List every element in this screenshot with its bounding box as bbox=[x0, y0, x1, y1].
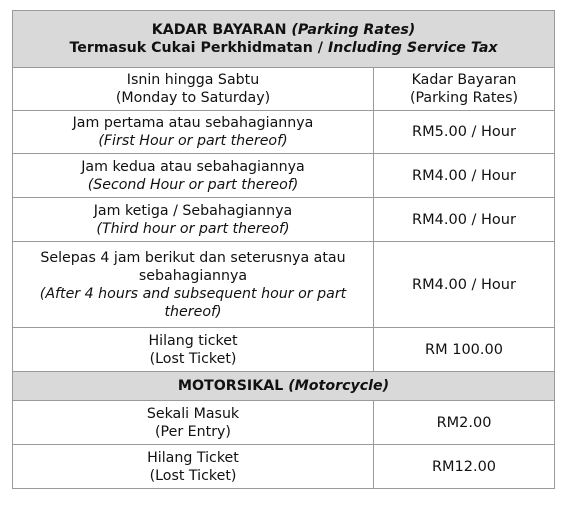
column-header-rates bbox=[374, 68, 555, 111]
table-title-row bbox=[13, 11, 555, 68]
row-description-english: (Lost Ticket) bbox=[149, 467, 237, 484]
table-row bbox=[13, 242, 555, 328]
table-title bbox=[19, 21, 548, 39]
column-header-rates-english: (Parking Rates) bbox=[409, 90, 519, 106]
row-description-malay: Hilang ticket bbox=[148, 332, 238, 349]
motorcycle-section-title bbox=[13, 372, 555, 401]
table-title-cell bbox=[13, 11, 555, 68]
row-description-english: (Second Hour or part thereof) bbox=[87, 176, 299, 193]
row-rate: RM2.00 bbox=[374, 401, 555, 445]
row-description-malay: Hilang Ticket bbox=[147, 449, 239, 466]
motorcycle-title-italic: (Motorcycle) bbox=[288, 378, 390, 394]
column-header-rates-malay: Kadar Bayaran bbox=[411, 72, 517, 88]
subtitle-italic-text: Including Service Tax bbox=[327, 40, 498, 56]
row-description bbox=[13, 328, 374, 372]
parking-rates-document bbox=[12, 10, 554, 489]
row-description-english: (Lost Ticket) bbox=[149, 350, 237, 367]
subtitle-main-text: Termasuk Cukai Perkhidmatan / bbox=[69, 40, 323, 56]
row-description-malay: Jam pertama atau sebahagiannya bbox=[72, 115, 314, 131]
title-italic-text: (Parking Rates) bbox=[291, 22, 416, 38]
row-rate: RM4.00 / Hour bbox=[374, 154, 555, 198]
row-description-malay-cont: sebahagiannya bbox=[138, 267, 248, 284]
row-description-english: (Third hour or part thereof) bbox=[96, 220, 290, 237]
row-description-malay: Jam ketiga / Sebahagiannya bbox=[93, 202, 293, 219]
table-row bbox=[13, 198, 555, 242]
row-rate: RM4.00 / Hour bbox=[374, 198, 555, 242]
row-description-malay: Jam kedua atau sebahagiannya bbox=[81, 158, 305, 175]
column-header-days-malay: Isnin hingga Sabtu bbox=[126, 72, 260, 88]
row-rate: RM12.00 bbox=[374, 445, 555, 489]
title-main-text: KADAR BAYARAN bbox=[151, 22, 287, 38]
row-description-english: (After 4 hours and subsequent hour or part bbox=[39, 285, 347, 302]
row-description bbox=[13, 111, 374, 154]
motorcycle-title-main: MOTORSIKAL bbox=[177, 378, 284, 394]
row-description bbox=[13, 242, 374, 328]
motorcycle-section-row bbox=[13, 372, 555, 401]
row-rate: RM 100.00 bbox=[374, 328, 555, 372]
row-description bbox=[13, 154, 374, 198]
row-description-english-cont: thereof) bbox=[164, 303, 222, 320]
row-description bbox=[13, 198, 374, 242]
table-row bbox=[13, 401, 555, 445]
row-rate: RM4.00 / Hour bbox=[374, 242, 555, 328]
row-description-malay: Sekali Masuk bbox=[146, 405, 240, 422]
table-row bbox=[13, 111, 555, 154]
parking-rates-table bbox=[12, 10, 555, 489]
table-subtitle bbox=[19, 39, 548, 57]
table-row bbox=[13, 154, 555, 198]
column-header-days-english: (Monday to Saturday) bbox=[115, 90, 271, 106]
row-description-english: (First Hour or part thereof) bbox=[98, 133, 288, 149]
table-row bbox=[13, 328, 555, 372]
row-description-malay: Selepas 4 jam berikut dan seterusnya atau bbox=[40, 249, 346, 266]
row-description-english: (Per Entry) bbox=[155, 423, 231, 440]
row-description bbox=[13, 401, 374, 445]
table-row bbox=[13, 445, 555, 489]
column-header-days bbox=[13, 68, 374, 111]
row-rate: RM5.00 / Hour bbox=[374, 111, 555, 154]
column-header-row bbox=[13, 68, 555, 111]
row-description bbox=[13, 445, 374, 489]
